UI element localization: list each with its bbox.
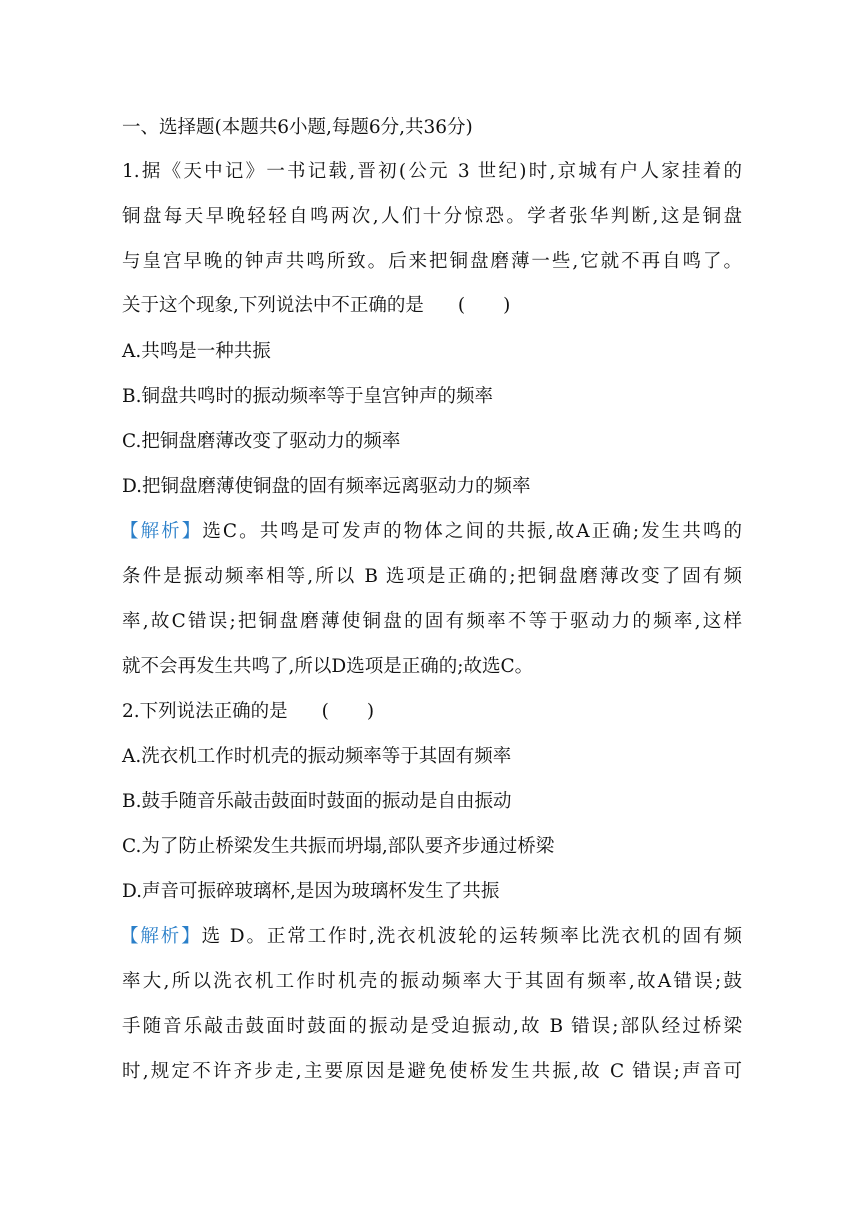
q1-answer-paren	[458, 292, 510, 320]
q1-stem-line-2: 铜盘每天早晚轻轻自鸣两次,人们十分惊恐。学者张华判断,这是铜盘	[122, 206, 742, 227]
q2-analysis-line-1	[122, 923, 742, 951]
q1-option-d: D.把铜盘磨薄使铜盘的固有频率远离驱动力的频率	[122, 476, 531, 497]
q1-analysis-line-2: 条件是振动频率相等,所以 B 选项是正确的;把铜盘磨薄改变了固有频	[122, 566, 742, 587]
q1-option-a: A.共鸣是一种共振	[122, 341, 271, 362]
q2-stem-text: 2.下列说法正确的是	[122, 701, 288, 722]
q2-stem-line	[122, 698, 742, 726]
q2-option-c: C.为了防止桥梁发生共振而坍塌,部队要齐步通过桥梁	[122, 836, 555, 857]
q2-option-b: B.鼓手随音乐敲击鼓面时鼓面的振动是自由振动	[122, 791, 512, 812]
q1-analysis-tag: 【解析】	[120, 521, 203, 542]
q1-analysis-text-1: 选C。共鸣是可发声的物体之间的共振,故A正确;发生共鸣的	[202, 521, 742, 542]
q2-analysis-line-4: 时,规定不许齐步走,主要原因是避免使桥发生共振,故 C 错误;声音可	[122, 1061, 742, 1082]
q1-option-c: C.把铜盘磨薄改变了驱动力的频率	[122, 431, 401, 452]
q2-analysis-line-3: 手随音乐敲击鼓面时鼓面的振动是受迫振动,故 B 错误;部队经过桥梁	[122, 1016, 742, 1037]
q1-analysis-line-4: 就不会再发生共鸣了,所以D选项是正确的;故选C。	[122, 656, 534, 677]
q2-option-a: A.洗衣机工作时机壳的振动频率等于其固有频率	[122, 746, 512, 767]
q2-analysis-tag: 【解析】	[120, 926, 202, 947]
q1-stem-line-1: 1.据《天中记》一书记载,晋初(公元 3 世纪)时,京城有户人家挂着的	[122, 161, 742, 182]
q1-paren-close: )	[503, 295, 511, 316]
q1-analysis-line-1	[122, 518, 742, 546]
q2-answer-paren	[322, 698, 374, 726]
q1-option-b: B.铜盘共鸣时的振动频率等于皇宫钟声的频率	[122, 386, 493, 407]
q2-analysis-line-2: 率大,所以洗衣机工作时机壳的振动频率大于其固有频率,故A错误;鼓	[122, 971, 742, 992]
q2-paren-close: )	[366, 701, 375, 722]
q1-stem-text: 关于这个现象,下列说法中不正确的是	[122, 295, 424, 316]
q1-stem-line-3: 与皇宫早晚的钟声共鸣所致。后来把铜盘磨薄一些,它就不再自鸣了。	[122, 251, 742, 272]
q1-analysis-line-3: 率,故C错误;把铜盘磨薄使铜盘的固有频率不等于驱动力的频率,这样	[122, 611, 742, 632]
q2-option-d: D.声音可振碎玻璃杯,是因为玻璃杯发生了共振	[122, 881, 500, 902]
q2-paren-open: (	[321, 701, 329, 722]
q1-paren-open: (	[457, 295, 466, 316]
q2-analysis-text-1: 选 D。正常工作时,洗衣机波轮的运转频率比洗衣机的固有频	[201, 926, 742, 947]
section-header: 一、选择题(本题共6小题,每题6分,共36分)	[122, 117, 473, 138]
q1-stem-line-4	[122, 292, 742, 320]
